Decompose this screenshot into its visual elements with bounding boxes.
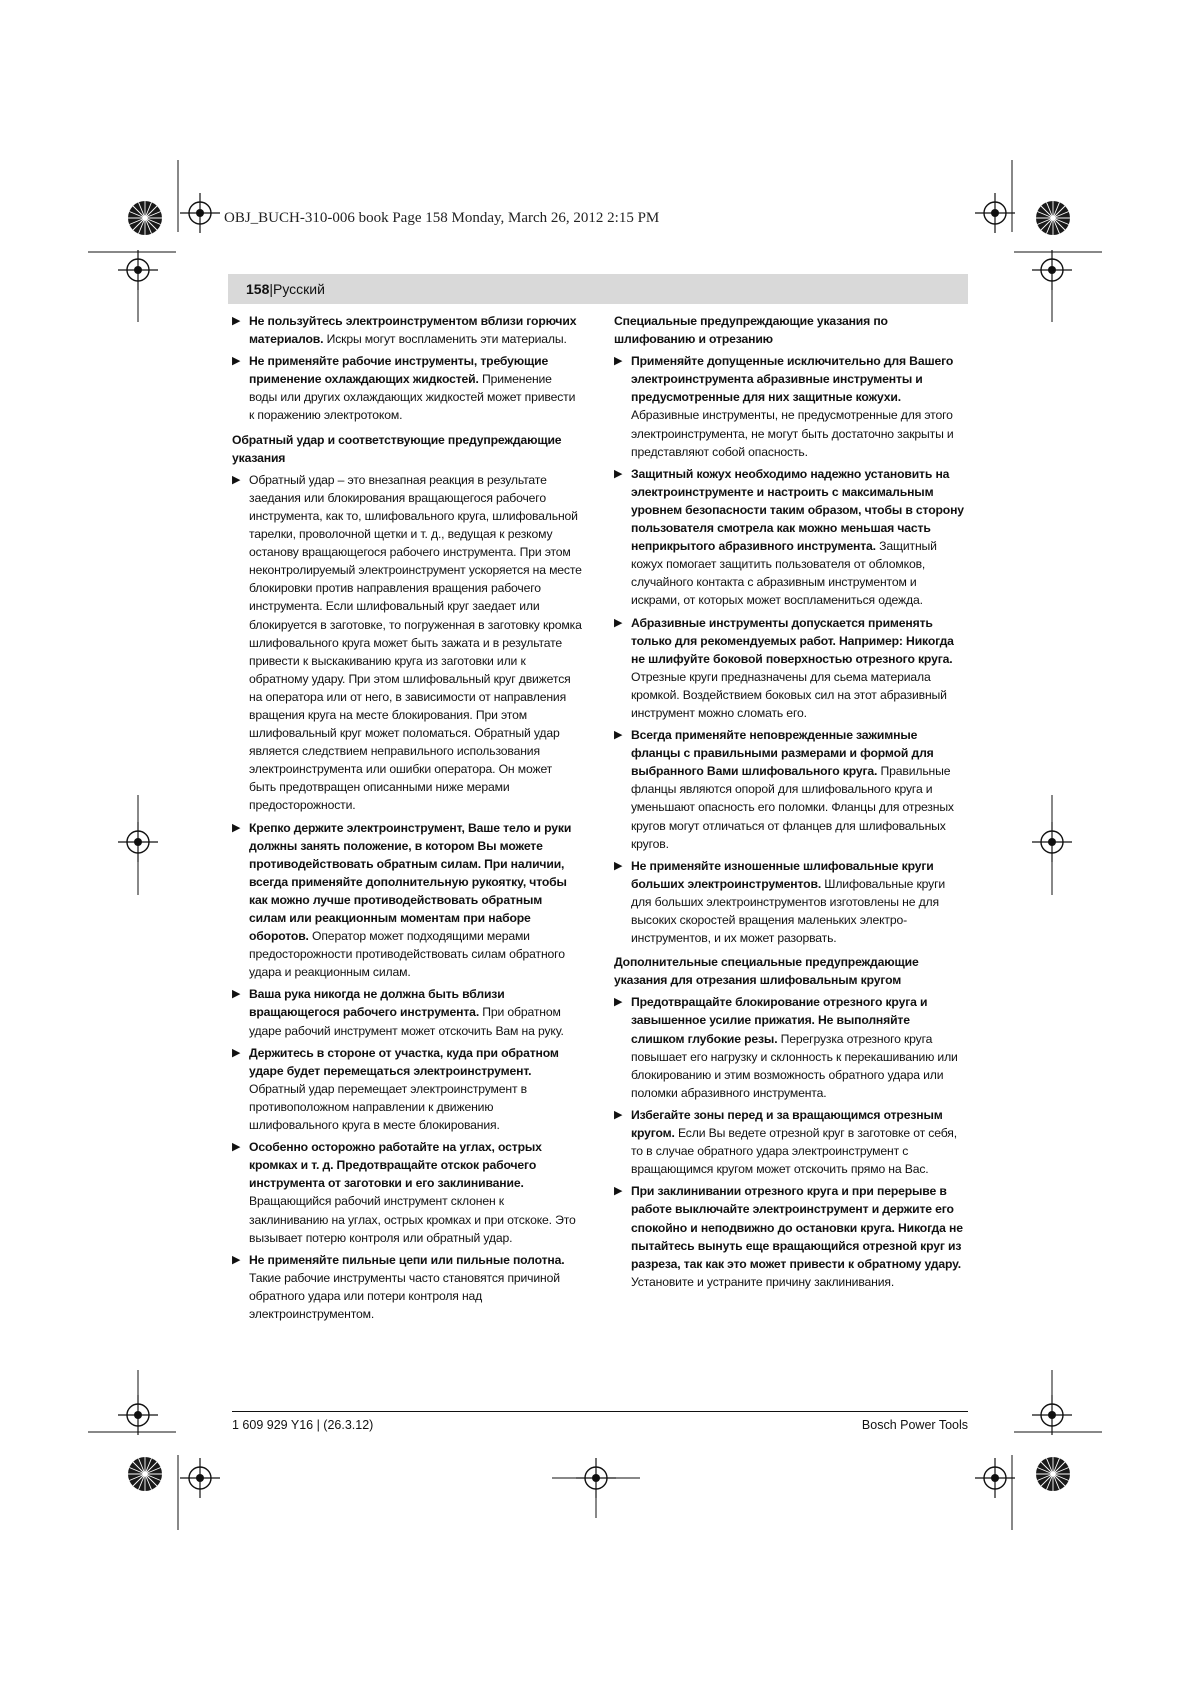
warning-emphasis: Ваша рука никогда не должна быть вблизи вращающегося рабочего инструмента.: [249, 987, 505, 1020]
warning-explanation: Обратный удар – это внезапная реакция в результате заедания или блокирования вращающегося рабочего инструмента, как то, шлифовального круга, шлифовальной тарелки, проволочной щетки и т. д., ведущая к резкому останову вращающегося рабочего инструмента. При этом неконтролируемый электроинструмент ускоряется на месте блокировки против направления вращения рабочего инструмента. Если шлифовальный круг заедает или блокируется в заготовке, то погруженная в заготовку кромка шлифовального круга может быть зажата и в результате привести к выскакиванию круга из заготовки или к обратному удару. При этом шлифовальный круг движется на оператора или от него, в зависимости от направления вращения круга на месте блокирования. При этом шлифовальный круг может поломаться. Обратный удар является следствием неправильного использования электроинструмента или ошибки оператора. Он может быть предотвращен описанными ниже мерами предосторожности.: [249, 472, 582, 813]
safety-warning-item: [232, 1138, 582, 1247]
section-heading: Дополнительные специальные предупреждающие указания для отрезания шлифовальным кругом: [614, 955, 919, 988]
triangle-bullet-icon: ▶: [614, 859, 623, 872]
registration-mark: [1032, 250, 1072, 290]
safety-warning-item: [614, 465, 964, 610]
warning-emphasis: При заклинивании отрезного круга и при перерыве в работе выключайте электроинструмент и держите его спокойно и неподвижно до остановки круга. Никогда не пытайтесь вынуть еще вращающийся отрезной круг из разреза, так как это может привести к обратному удару.: [631, 1184, 963, 1271]
warning-emphasis: Избегайте зоны перед и за вращающимся отрезным кругом.: [631, 1107, 943, 1141]
safety-warning-item: [232, 312, 582, 348]
footer-rule: [232, 1411, 968, 1412]
safety-warning-item: [232, 1044, 582, 1134]
registration-mark: [180, 193, 220, 233]
warning-emphasis: Не пользуйтесь электроинструментом вблизи горючих материалов.: [249, 314, 577, 347]
warning-explanation: Защитный кожух помогает защитить пользователя от обломков, случайного контакта с абразивным инструментом и искрами, от которых может воспламениться одежда.: [631, 539, 937, 608]
warning-emphasis: Не применяйте изношенные шлифовальные круги больших электроинструментов.: [631, 858, 934, 891]
registration-mark: [975, 193, 1015, 233]
page-number: 158: [246, 281, 270, 297]
safety-warning-item: [614, 352, 964, 461]
footer-publisher: Bosch Power Tools: [861, 1418, 968, 1432]
header-separator: |: [269, 281, 273, 297]
warning-explanation: Оператор может подходящими мерами предосторожности противодействовать силам обратного удара и реакционным силам.: [249, 929, 565, 980]
safety-warning-item: [614, 993, 964, 1102]
triangle-bullet-icon: ▶: [614, 1108, 623, 1121]
warning-emphasis: Держитесь в стороне от участка, куда при обратном ударе будет перемещаться электроинструмент.: [249, 1045, 559, 1078]
triangle-bullet-icon: ▶: [614, 616, 623, 629]
warning-emphasis: Особенно осторожно работайте на углах, острых кромках и т. д. Предотвращайте отскок рабочего инструмента от заготовки и его заклинивание.: [249, 1140, 542, 1191]
triangle-bullet-icon: ▶: [232, 355, 241, 368]
warning-explanation: Применение воды или других охлаждающих жидкостей может привести к поражению электротоком.: [249, 372, 576, 423]
warning-emphasis: Не применяйте рабочие инструменты, требующие применение охлаждающих жидкостей.: [249, 354, 549, 387]
registration-mark: [118, 250, 158, 290]
triangle-bullet-icon: ▶: [614, 467, 623, 480]
warning-emphasis: Всегда применяйте неповрежденные зажимные фланцы с правильными размерами и формой для выбранного Вами шлифовального круга.: [631, 728, 934, 779]
warning-explanation: Абразивные инструменты, не предусмотренные для этого электроинструмента, не могут быть достаточно закрыты и представляют собой опасность.: [631, 408, 954, 459]
warning-emphasis: Применяйте допущенные исключительно для Вашего электроинструмента абразивные инструменты и предусмотренные для них защитные кожухи.: [631, 354, 954, 405]
color-target-top-right: [1036, 201, 1070, 235]
triangle-bullet-icon: ▶: [232, 315, 241, 327]
slug-line: OBJ_BUCH-310-006 book Page 158 Monday, March 26, 2012 2:15 PM: [224, 210, 660, 226]
safety-warning-item: [614, 726, 964, 853]
registration-mark: [975, 1458, 1015, 1498]
triangle-bullet-icon: ▶: [232, 1141, 241, 1154]
triangle-bullet-icon: ▶: [614, 996, 623, 1009]
color-target-top-left: [128, 201, 162, 235]
language-label: Русский: [273, 281, 325, 297]
safety-warning-item: [232, 985, 582, 1039]
warning-emphasis: Крепко держите электроинструмент, Ваше тело и руки должны занять положение, в котором Вы можете противодействовать обратным силам. При наличии, всегда применяйте дополнительную рукоятку, чтобы как можно лучше противодействовать обратным силам или реакционным моментам при наборе оборотов.: [249, 820, 572, 944]
registration-mark: [118, 1395, 158, 1435]
warning-explanation: Шлифовальные круги для больших электроинструментов изготовлены не для высоких скоростей вращения маленьких электро-инструментов, и их может разорвать.: [631, 876, 946, 946]
triangle-bullet-icon: ▶: [232, 1253, 241, 1266]
safety-warning-item: [232, 352, 582, 424]
section-heading: Обратный удар и соответствующие предупреждающие указания: [232, 432, 562, 465]
warning-explanation: Правильные фланцы являются опорой для шлифовального круга и уменьшают опасность его поломки. Фланцы для отрезных кругов могут отличаться от фланцев для шлифовальных кругов.: [631, 764, 954, 851]
safety-warning-item: [614, 614, 964, 723]
section-heading: Специальные предупреждающие указания по шлифованию и отрезанию: [614, 314, 888, 347]
left-column: [232, 312, 582, 1327]
footer-doc-number: 1 609 929 Y16 | (26.3.12): [232, 1418, 374, 1432]
warning-explanation: Установите и устраните причину заклинивания.: [631, 1274, 895, 1289]
safety-warning-item: [232, 471, 582, 815]
warning-explanation: Если Вы ведете отрезной круг в заготовке от себя, то в случае обратного удара электроинструмент с вращающимся кругом может отскочить прямо на Вас.: [631, 1126, 957, 1177]
warning-explanation: Отрезные круги предназначены для сьема материала кромкой. Воздействием боковых сил на этот абразивный инструмент можно сломать его.: [631, 669, 947, 720]
triangle-bullet-icon: ▶: [232, 1046, 241, 1059]
triangle-bullet-icon: ▶: [232, 473, 241, 486]
triangle-bullet-icon: ▶: [614, 729, 623, 742]
warning-explanation: Перегрузка отрезного круга повышает его нагрузку и склонность к перекашиванию или блокированию и этим возможность обратного удара или поломки абразивного инструмента.: [631, 1031, 958, 1100]
registration-mark: [1032, 1395, 1072, 1435]
warning-emphasis: Не применяйте пильные цепи или пильные полотна.: [249, 1252, 565, 1267]
safety-warning-item: [614, 857, 964, 947]
warning-explanation: Такие рабочие инструменты часто становятся причиной обратного удара или потери контроля над электроинструментом.: [249, 1270, 560, 1321]
right-column: [614, 312, 964, 1295]
warning-explanation: Искры могут воспламенить эти материалы.: [323, 332, 567, 347]
warning-emphasis: Абразивные инструменты допускается применять только для рекомендуемых работ. Например: Никогда не шлифуйте боковой поверхностью отрезного круга.: [631, 615, 954, 666]
page-header: [228, 274, 968, 304]
safety-warning-item: [614, 1106, 964, 1178]
safety-warning-item: [232, 819, 582, 982]
triangle-bullet-icon: ▶: [232, 821, 241, 834]
triangle-bullet-icon: ▶: [614, 355, 623, 368]
safety-warning-item: [232, 1251, 582, 1323]
warning-emphasis: Предотвращайте блокирование отрезного круга и завышенное усилие прижатия. Не выполняйте слишком глубокие резы.: [631, 995, 928, 1046]
warning-emphasis: Защитный кожух необходимо надежно установить на электроинструменте и настроить с максимальным уровнем безопасности таким образом, чтобы в сторону пользователя смотрела как можно меньшая часть неприкрытого абразивного инструмента.: [631, 466, 964, 554]
registration-mark: [180, 1458, 220, 1498]
safety-warning-item: [614, 1182, 964, 1291]
warning-explanation: При обратном ударе рабочий инструмент может отскочить Вам на руку.: [249, 1005, 564, 1038]
warning-explanation: Обратный удар перемещает электроинструмент в противоположном направлении к движению шлифовального круга в месте блокирования.: [249, 1081, 527, 1133]
triangle-bullet-icon: ▶: [614, 1185, 623, 1198]
warning-explanation: Вращающийся рабочий инструмент склонен к заклиниванию на углах, острых кромках и при отскоке. Это вызывает потерю контроля или обратный удар.: [249, 1194, 576, 1245]
color-target-bottom-left: [128, 1457, 162, 1491]
color-target-bottom-right: [1036, 1457, 1070, 1491]
triangle-bullet-icon: ▶: [232, 988, 241, 1001]
